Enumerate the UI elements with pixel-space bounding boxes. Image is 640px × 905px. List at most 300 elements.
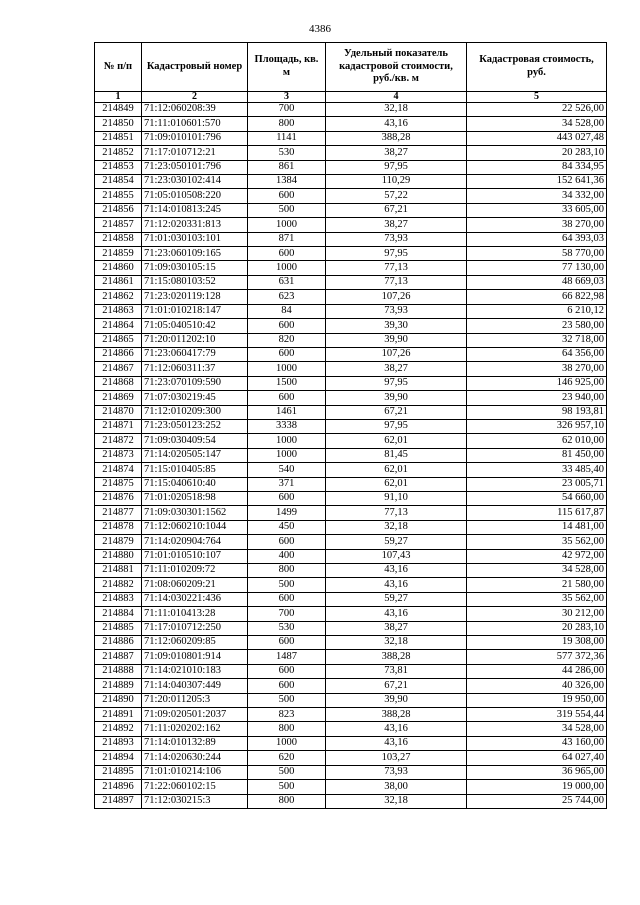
area-cell: 600 bbox=[248, 491, 326, 505]
cadastral-number-cell: 71:01:010218:147 bbox=[142, 304, 248, 318]
cadastral-number-cell: 71:22:060102:15 bbox=[142, 780, 248, 794]
row-number-cell: 214893 bbox=[95, 736, 142, 750]
column-number: 5 bbox=[467, 92, 607, 103]
area-cell: 530 bbox=[248, 146, 326, 160]
cadastral-number-cell: 71:09:030105:15 bbox=[142, 261, 248, 275]
area-cell: 500 bbox=[248, 203, 326, 217]
row-number-cell: 214880 bbox=[95, 549, 142, 563]
table-row bbox=[95, 463, 607, 477]
area-cell: 600 bbox=[248, 347, 326, 361]
table-row bbox=[95, 434, 607, 448]
area-cell: 820 bbox=[248, 333, 326, 347]
row-number-cell: 214864 bbox=[95, 319, 142, 333]
table-body bbox=[95, 103, 607, 809]
cadastral-number-cell: 71:07:030219:45 bbox=[142, 391, 248, 405]
table-row bbox=[95, 650, 607, 664]
cadastral-number-cell: 71:01:030103:101 bbox=[142, 232, 248, 246]
table-row bbox=[95, 131, 607, 145]
cadastral-number-cell: 71:15:010405:85 bbox=[142, 463, 248, 477]
row-number-cell: 214856 bbox=[95, 203, 142, 217]
cadastral-value-cell: 77 130,00 bbox=[467, 261, 607, 275]
table-row bbox=[95, 679, 607, 693]
table-row bbox=[95, 261, 607, 275]
row-number-cell: 214890 bbox=[95, 693, 142, 707]
cadastral-number-cell: 71:09:010801:914 bbox=[142, 650, 248, 664]
cadastral-value-cell: 54 660,00 bbox=[467, 491, 607, 505]
cadastral-value-cell: 326 957,10 bbox=[467, 419, 607, 433]
unit-value-cell: 91,10 bbox=[326, 491, 467, 505]
row-number-cell: 214855 bbox=[95, 189, 142, 203]
cadastral-value-cell: 14 481,00 bbox=[467, 520, 607, 534]
table-row bbox=[95, 103, 607, 117]
cadastral-number-cell: 71:14:040307:449 bbox=[142, 679, 248, 693]
table-row bbox=[95, 636, 607, 650]
unit-value-cell: 388,28 bbox=[326, 708, 467, 722]
area-cell: 1384 bbox=[248, 175, 326, 189]
cadastral-number-cell: 71:20:011202:10 bbox=[142, 333, 248, 347]
unit-value-cell: 107,43 bbox=[326, 549, 467, 563]
unit-value-cell: 107,26 bbox=[326, 290, 467, 304]
cadastral-number-cell: 71:11:010209:72 bbox=[142, 564, 248, 578]
row-number-cell: 214889 bbox=[95, 679, 142, 693]
column-number: 2 bbox=[142, 92, 248, 103]
unit-value-cell: 38,27 bbox=[326, 218, 467, 232]
cadastral-value-cell: 35 562,00 bbox=[467, 535, 607, 549]
cadastral-number-cell: 71:11:010601:570 bbox=[142, 117, 248, 131]
row-number-cell: 214879 bbox=[95, 535, 142, 549]
cadastral-value-cell: 33 485,40 bbox=[467, 463, 607, 477]
row-number-cell: 214881 bbox=[95, 564, 142, 578]
cadastral-value-cell: 146 925,00 bbox=[467, 376, 607, 390]
cadastral-number-cell: 71:23:060417:79 bbox=[142, 347, 248, 361]
area-cell: 600 bbox=[248, 535, 326, 549]
row-number-cell: 214891 bbox=[95, 708, 142, 722]
unit-value-cell: 97,95 bbox=[326, 419, 467, 433]
table-row bbox=[95, 780, 607, 794]
row-number-cell: 214861 bbox=[95, 275, 142, 289]
cadastral-value-cell: 19 000,00 bbox=[467, 780, 607, 794]
cadastral-number-cell: 71:12:060210:1044 bbox=[142, 520, 248, 534]
unit-value-cell: 59,27 bbox=[326, 592, 467, 606]
cadastral-value-cell: 35 562,00 bbox=[467, 592, 607, 606]
area-cell: 500 bbox=[248, 578, 326, 592]
cadastral-number-cell: 71:01:010510:107 bbox=[142, 549, 248, 563]
unit-value-cell: 388,28 bbox=[326, 131, 467, 145]
cadastral-number-cell: 71:09:030301:1562 bbox=[142, 506, 248, 520]
unit-value-cell: 97,95 bbox=[326, 247, 467, 261]
area-cell: 1141 bbox=[248, 131, 326, 145]
table-row bbox=[95, 232, 607, 246]
cadastral-value-cell: 32 718,00 bbox=[467, 333, 607, 347]
cadastral-value-cell: 34 528,00 bbox=[467, 564, 607, 578]
table-row bbox=[95, 218, 607, 232]
cadastral-number-cell: 71:23:030102:414 bbox=[142, 175, 248, 189]
row-number-cell: 214874 bbox=[95, 463, 142, 477]
unit-value-cell: 38,27 bbox=[326, 146, 467, 160]
cadastral-number-cell: 71:23:050123:252 bbox=[142, 419, 248, 433]
area-cell: 620 bbox=[248, 751, 326, 765]
column-number: 1 bbox=[95, 92, 142, 103]
cadastral-number-cell: 71:12:060209:85 bbox=[142, 636, 248, 650]
cadastral-value-cell: 23 580,00 bbox=[467, 319, 607, 333]
cadastral-number-cell: 71:14:021010:183 bbox=[142, 664, 248, 678]
unit-value-cell: 43,16 bbox=[326, 607, 467, 621]
cadastral-value-cell: 33 605,00 bbox=[467, 203, 607, 217]
unit-value-cell: 32,18 bbox=[326, 520, 467, 534]
cadastral-value-cell: 62 010,00 bbox=[467, 434, 607, 448]
row-number-cell: 214867 bbox=[95, 362, 142, 376]
table-row bbox=[95, 419, 607, 433]
cadastral-value-cell: 19 950,00 bbox=[467, 693, 607, 707]
unit-value-cell: 59,27 bbox=[326, 535, 467, 549]
cadastral-value-cell: 319 554,44 bbox=[467, 708, 607, 722]
row-number-cell: 214854 bbox=[95, 175, 142, 189]
row-number-cell: 214859 bbox=[95, 247, 142, 261]
cadastral-value-cell: 34 528,00 bbox=[467, 117, 607, 131]
area-cell: 600 bbox=[248, 189, 326, 203]
column-number: 4 bbox=[326, 92, 467, 103]
cadastral-number-cell: 71:17:010712:250 bbox=[142, 621, 248, 635]
area-cell: 600 bbox=[248, 664, 326, 678]
area-cell: 861 bbox=[248, 160, 326, 174]
table-row bbox=[95, 448, 607, 462]
table-row bbox=[95, 362, 607, 376]
row-number-cell: 214865 bbox=[95, 333, 142, 347]
area-cell: 631 bbox=[248, 275, 326, 289]
area-cell: 600 bbox=[248, 391, 326, 405]
table-row bbox=[95, 736, 607, 750]
row-number-cell: 214883 bbox=[95, 592, 142, 606]
table-row bbox=[95, 549, 607, 563]
table-row bbox=[95, 592, 607, 606]
table-row bbox=[95, 751, 607, 765]
cadastral-number-cell: 71:01:020518:98 bbox=[142, 491, 248, 505]
table-row bbox=[95, 117, 607, 131]
cadastral-number-cell: 71:08:060209:21 bbox=[142, 578, 248, 592]
area-cell: 84 bbox=[248, 304, 326, 318]
page-number: 4386 bbox=[309, 23, 331, 35]
cadastral-value-cell: 48 669,03 bbox=[467, 275, 607, 289]
unit-value-cell: 103,27 bbox=[326, 751, 467, 765]
cadastral-value-cell: 38 270,00 bbox=[467, 218, 607, 232]
area-cell: 530 bbox=[248, 621, 326, 635]
table-row bbox=[95, 578, 607, 592]
unit-value-cell: 39,90 bbox=[326, 693, 467, 707]
area-cell: 800 bbox=[248, 722, 326, 736]
cadastral-number-cell: 71:15:040610:40 bbox=[142, 477, 248, 491]
cadastral-value-cell: 81 450,00 bbox=[467, 448, 607, 462]
area-cell: 600 bbox=[248, 592, 326, 606]
cadastral-number-cell: 71:14:020630:244 bbox=[142, 751, 248, 765]
cadastral-value-cell: 19 308,00 bbox=[467, 636, 607, 650]
unit-value-cell: 73,93 bbox=[326, 232, 467, 246]
area-cell: 400 bbox=[248, 549, 326, 563]
unit-value-cell: 39,90 bbox=[326, 391, 467, 405]
cadastral-value-cell: 23 005,71 bbox=[467, 477, 607, 491]
unit-value-cell: 43,16 bbox=[326, 722, 467, 736]
area-cell: 500 bbox=[248, 693, 326, 707]
area-cell: 1000 bbox=[248, 261, 326, 275]
row-number-cell: 214876 bbox=[95, 491, 142, 505]
table-row bbox=[95, 189, 607, 203]
unit-value-cell: 110,29 bbox=[326, 175, 467, 189]
cadastral-value-cell: 38 270,00 bbox=[467, 362, 607, 376]
cadastral-value-cell: 22 526,00 bbox=[467, 103, 607, 117]
row-number-cell: 214870 bbox=[95, 405, 142, 419]
table-row bbox=[95, 275, 607, 289]
area-cell: 823 bbox=[248, 708, 326, 722]
cadastral-number-cell: 71:15:080103:52 bbox=[142, 275, 248, 289]
cadastral-number-cell: 71:12:060311:37 bbox=[142, 362, 248, 376]
area-cell: 1499 bbox=[248, 506, 326, 520]
unit-value-cell: 388,28 bbox=[326, 650, 467, 664]
table-row bbox=[95, 203, 607, 217]
area-cell: 1000 bbox=[248, 362, 326, 376]
table-row bbox=[95, 347, 607, 361]
row-number-cell: 214857 bbox=[95, 218, 142, 232]
table-row bbox=[95, 535, 607, 549]
area-cell: 600 bbox=[248, 636, 326, 650]
area-cell: 800 bbox=[248, 794, 326, 808]
unit-value-cell: 67,21 bbox=[326, 405, 467, 419]
cadastral-number-cell: 71:23:070109:590 bbox=[142, 376, 248, 390]
cadastral-value-cell: 64 393,03 bbox=[467, 232, 607, 246]
unit-value-cell: 62,01 bbox=[326, 477, 467, 491]
row-number-cell: 214871 bbox=[95, 419, 142, 433]
table-row bbox=[95, 405, 607, 419]
area-cell: 3338 bbox=[248, 419, 326, 433]
table-row bbox=[95, 175, 607, 189]
area-cell: 600 bbox=[248, 679, 326, 693]
cadastral-value-cell: 30 212,00 bbox=[467, 607, 607, 621]
row-number-cell: 214851 bbox=[95, 131, 142, 145]
area-cell: 1000 bbox=[248, 218, 326, 232]
row-number-cell: 214894 bbox=[95, 751, 142, 765]
column-number-row bbox=[95, 92, 607, 103]
area-cell: 500 bbox=[248, 780, 326, 794]
area-cell: 500 bbox=[248, 765, 326, 779]
cadastral-number-cell: 71:12:030215:3 bbox=[142, 794, 248, 808]
unit-value-cell: 38,27 bbox=[326, 362, 467, 376]
cadastral-value-cell: 152 641,36 bbox=[467, 175, 607, 189]
area-cell: 1461 bbox=[248, 405, 326, 419]
cadastral-value-cell: 20 283,10 bbox=[467, 621, 607, 635]
area-cell: 600 bbox=[248, 319, 326, 333]
unit-value-cell: 81,45 bbox=[326, 448, 467, 462]
row-number-cell: 214868 bbox=[95, 376, 142, 390]
cadastral-value-cell: 66 822,98 bbox=[467, 290, 607, 304]
cadastral-number-cell: 71:11:010413:28 bbox=[142, 607, 248, 621]
area-cell: 371 bbox=[248, 477, 326, 491]
area-cell: 1500 bbox=[248, 376, 326, 390]
table-row bbox=[95, 391, 607, 405]
header-cadastral-number: Кадастровый номер bbox=[142, 43, 248, 92]
unit-value-cell: 32,18 bbox=[326, 103, 467, 117]
cadastral-number-cell: 71:14:010813:245 bbox=[142, 203, 248, 217]
row-number-cell: 214858 bbox=[95, 232, 142, 246]
cadastral-number-cell: 71:23:050101:796 bbox=[142, 160, 248, 174]
area-cell: 1000 bbox=[248, 736, 326, 750]
unit-value-cell: 39,90 bbox=[326, 333, 467, 347]
header-cadastral-value: Кадастровая стоимость, руб. bbox=[467, 43, 607, 92]
unit-value-cell: 32,18 bbox=[326, 794, 467, 808]
table-row bbox=[95, 333, 607, 347]
table-row bbox=[95, 146, 607, 160]
cadastral-number-cell: 71:14:020904:764 bbox=[142, 535, 248, 549]
header-area: Площадь, кв. м bbox=[248, 43, 326, 92]
cadastral-value-cell: 36 965,00 bbox=[467, 765, 607, 779]
row-number-cell: 214872 bbox=[95, 434, 142, 448]
unit-value-cell: 77,13 bbox=[326, 261, 467, 275]
table-row bbox=[95, 520, 607, 534]
unit-value-cell: 97,95 bbox=[326, 376, 467, 390]
row-number-cell: 214885 bbox=[95, 621, 142, 635]
table-row bbox=[95, 491, 607, 505]
row-number-cell: 214869 bbox=[95, 391, 142, 405]
area-cell: 700 bbox=[248, 103, 326, 117]
unit-value-cell: 107,26 bbox=[326, 347, 467, 361]
unit-value-cell: 67,21 bbox=[326, 679, 467, 693]
cadastral-value-cell: 34 332,00 bbox=[467, 189, 607, 203]
row-number-cell: 214888 bbox=[95, 664, 142, 678]
cadastral-number-cell: 71:09:020501:2037 bbox=[142, 708, 248, 722]
row-number-cell: 214892 bbox=[95, 722, 142, 736]
cadastral-number-cell: 71:17:010712:21 bbox=[142, 146, 248, 160]
row-number-cell: 214887 bbox=[95, 650, 142, 664]
row-number-cell: 214878 bbox=[95, 520, 142, 534]
area-cell: 700 bbox=[248, 607, 326, 621]
cadastral-number-cell: 71:12:010209:300 bbox=[142, 405, 248, 419]
area-cell: 1487 bbox=[248, 650, 326, 664]
row-number-cell: 214884 bbox=[95, 607, 142, 621]
unit-value-cell: 73,93 bbox=[326, 304, 467, 318]
cadastral-value-cell: 98 193,81 bbox=[467, 405, 607, 419]
unit-value-cell: 62,01 bbox=[326, 463, 467, 477]
area-cell: 600 bbox=[248, 247, 326, 261]
unit-value-cell: 57,22 bbox=[326, 189, 467, 203]
unit-value-cell: 32,18 bbox=[326, 636, 467, 650]
cadastral-number-cell: 71:12:060208:39 bbox=[142, 103, 248, 117]
table-row bbox=[95, 621, 607, 635]
area-cell: 1000 bbox=[248, 434, 326, 448]
area-cell: 800 bbox=[248, 117, 326, 131]
table-row bbox=[95, 247, 607, 261]
cadastral-number-cell: 71:05:040510:42 bbox=[142, 319, 248, 333]
area-cell: 450 bbox=[248, 520, 326, 534]
table-row bbox=[95, 607, 607, 621]
cadastral-value-cell: 577 372,36 bbox=[467, 650, 607, 664]
cadastral-value-cell: 64 027,40 bbox=[467, 751, 607, 765]
unit-value-cell: 39,30 bbox=[326, 319, 467, 333]
cadastral-number-cell: 71:05:010508:220 bbox=[142, 189, 248, 203]
table-row bbox=[95, 765, 607, 779]
cadastral-number-cell: 71:23:020119:128 bbox=[142, 290, 248, 304]
row-number-cell: 214863 bbox=[95, 304, 142, 318]
unit-value-cell: 77,13 bbox=[326, 506, 467, 520]
table-row bbox=[95, 794, 607, 808]
cadastral-number-cell: 71:11:020202:162 bbox=[142, 722, 248, 736]
row-number-cell: 214860 bbox=[95, 261, 142, 275]
unit-value-cell: 67,21 bbox=[326, 203, 467, 217]
table-row bbox=[95, 304, 607, 318]
cadastral-value-cell: 115 617,87 bbox=[467, 506, 607, 520]
table-header-row bbox=[95, 43, 607, 92]
cadastral-value-cell: 20 283,10 bbox=[467, 146, 607, 160]
cadastral-value-cell: 44 286,00 bbox=[467, 664, 607, 678]
cadastral-value-cell: 84 334,95 bbox=[467, 160, 607, 174]
cadastral-value-cell: 58 770,00 bbox=[467, 247, 607, 261]
cadastral-number-cell: 71:23:060109:165 bbox=[142, 247, 248, 261]
table-row bbox=[95, 708, 607, 722]
cadastral-number-cell: 71:01:010214:106 bbox=[142, 765, 248, 779]
cadastral-number-cell: 71:14:020505:147 bbox=[142, 448, 248, 462]
table-row bbox=[95, 376, 607, 390]
unit-value-cell: 43,16 bbox=[326, 578, 467, 592]
row-number-cell: 214882 bbox=[95, 578, 142, 592]
unit-value-cell: 73,81 bbox=[326, 664, 467, 678]
unit-value-cell: 62,01 bbox=[326, 434, 467, 448]
table-row bbox=[95, 160, 607, 174]
header-unit-value: Удельный показатель кадастровой стоимости, руб./кв. м bbox=[326, 43, 467, 92]
row-number-cell: 214873 bbox=[95, 448, 142, 462]
cadastral-value-cell: 34 528,00 bbox=[467, 722, 607, 736]
cadastral-number-cell: 71:14:010132:89 bbox=[142, 736, 248, 750]
cadastral-value-cell: 6 210,12 bbox=[467, 304, 607, 318]
unit-value-cell: 43,16 bbox=[326, 117, 467, 131]
cadastral-number-cell: 71:20:011205:3 bbox=[142, 693, 248, 707]
cadastral-value-cell: 25 744,00 bbox=[467, 794, 607, 808]
unit-value-cell: 43,16 bbox=[326, 564, 467, 578]
unit-value-cell: 38,27 bbox=[326, 621, 467, 635]
row-number-cell: 214897 bbox=[95, 794, 142, 808]
row-number-cell: 214866 bbox=[95, 347, 142, 361]
row-number-cell: 214853 bbox=[95, 160, 142, 174]
unit-value-cell: 97,95 bbox=[326, 160, 467, 174]
header-row-number: № п/п bbox=[95, 43, 142, 92]
cadastral-value-cell: 42 972,00 bbox=[467, 549, 607, 563]
row-number-cell: 214852 bbox=[95, 146, 142, 160]
row-number-cell: 214875 bbox=[95, 477, 142, 491]
area-cell: 800 bbox=[248, 564, 326, 578]
cadastral-value-cell: 443 027,48 bbox=[467, 131, 607, 145]
cadastral-value-table bbox=[94, 42, 607, 809]
unit-value-cell: 77,13 bbox=[326, 275, 467, 289]
area-cell: 871 bbox=[248, 232, 326, 246]
table-row bbox=[95, 290, 607, 304]
table-row bbox=[95, 693, 607, 707]
row-number-cell: 214877 bbox=[95, 506, 142, 520]
cadastral-number-cell: 71:09:010101:796 bbox=[142, 131, 248, 145]
unit-value-cell: 43,16 bbox=[326, 736, 467, 750]
cadastral-value-cell: 40 326,00 bbox=[467, 679, 607, 693]
area-cell: 540 bbox=[248, 463, 326, 477]
row-number-cell: 214862 bbox=[95, 290, 142, 304]
cadastral-value-cell: 43 160,00 bbox=[467, 736, 607, 750]
cadastral-value-cell: 21 580,00 bbox=[467, 578, 607, 592]
row-number-cell: 214895 bbox=[95, 765, 142, 779]
table-row bbox=[95, 664, 607, 678]
row-number-cell: 214896 bbox=[95, 780, 142, 794]
unit-value-cell: 38,00 bbox=[326, 780, 467, 794]
area-cell: 1000 bbox=[248, 448, 326, 462]
row-number-cell: 214850 bbox=[95, 117, 142, 131]
table-row bbox=[95, 722, 607, 736]
row-number-cell: 214886 bbox=[95, 636, 142, 650]
cadastral-value-cell: 23 940,00 bbox=[467, 391, 607, 405]
cadastral-number-cell: 71:09:030409:54 bbox=[142, 434, 248, 448]
cadastral-number-cell: 71:12:020331:813 bbox=[142, 218, 248, 232]
row-number-cell: 214849 bbox=[95, 103, 142, 117]
